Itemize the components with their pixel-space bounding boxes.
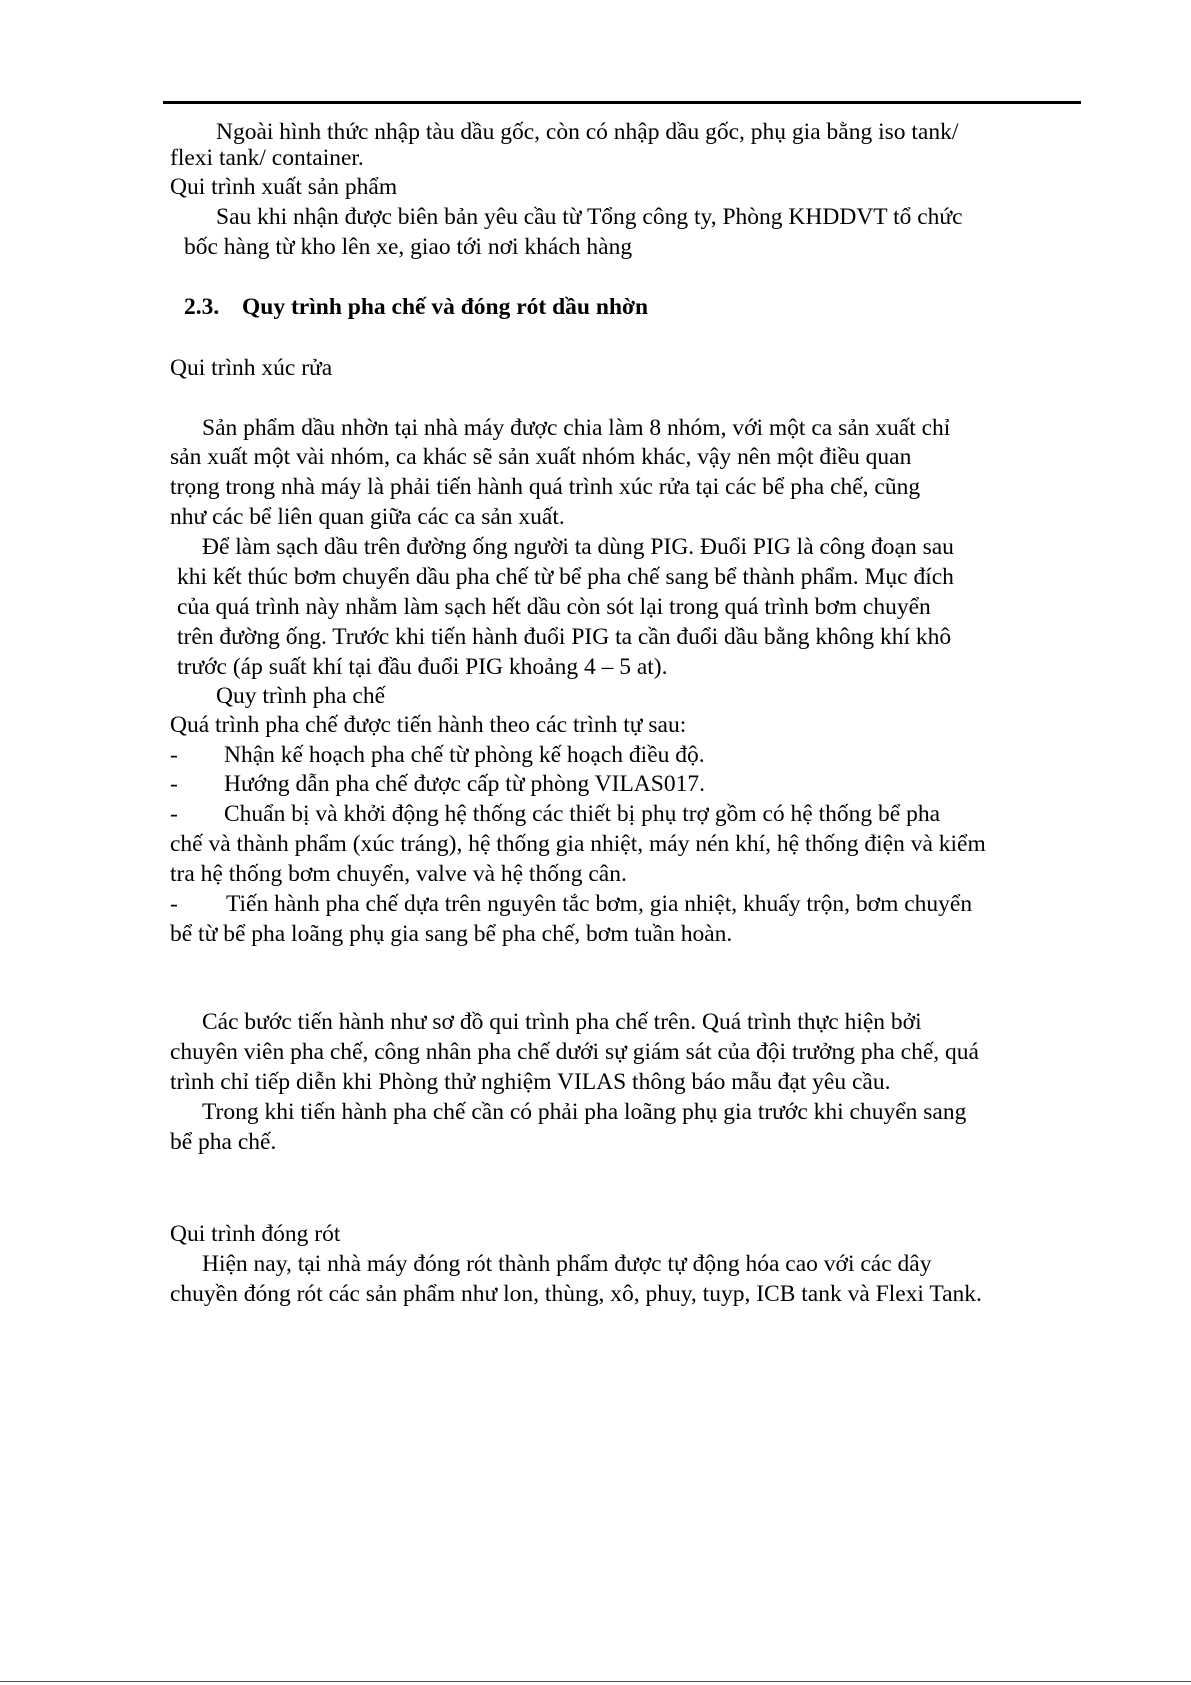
filling-line-1: Hiện nay, tại nhà máy đóng rót thành phẩm được tự động hóa cao với các dây (202, 1251, 932, 1277)
blending-item-4-line-1: Tiến hành pha chế dựa trên nguyên tắc bơm, gia nhiệt, khuấy trộn, bơm chuyển (226, 891, 973, 917)
blending-p1-line-1: Các bước tiến hành như sơ đồ qui trình pha chế trên. Quá trình thực hiện bởi (202, 1009, 922, 1035)
import-line-1: Ngoài hình thức nhập tàu dầu gốc, còn có nhập dầu gốc, phụ gia bằng iso tank/ (216, 119, 959, 145)
blending-p2-line-1: Trong khi tiến hành pha chế cần có phải pha loãng phụ gia trước khi chuyển sang (202, 1099, 967, 1125)
washing-p2-line-3: của quá trình này nhằm làm sạch hết dầu còn sót lại trong quá trình bơm chuyển (177, 594, 931, 620)
filling-line-2: chuyền đóng rót các sản phẩm như lon, thùng, xô, phuy, tuyp, ICB tank và Flexi Tank. (170, 1281, 982, 1307)
blending-item-3-line-2: chế và thành phẩm (xúc tráng), hệ thống gia nhiệt, máy nén khí, hệ thống điện và kiểm (170, 831, 986, 857)
washing-p1-line-4: như các bể liên quan giữa các ca sản xuất. (170, 504, 565, 530)
blending-item-3-line-3: tra hệ thống bơm chuyển, valve và hệ thống cân. (170, 861, 627, 887)
washing-p1-line-2: sản xuất một vài nhóm, ca khác sẽ sản xuất nhóm khác, vậy nên một điều quan (170, 444, 912, 470)
washing-heading: Qui trình xúc rửa (170, 355, 333, 381)
washing-p2-line-4: trên đường ống. Trước khi tiến hành đuổi PIG ta cần đuổi dầu bằng không khí khô (177, 624, 952, 650)
blending-p1-line-2: chuyên viên pha chế, công nhân pha chế dưới sự giám sát của đội trưởng pha chế, quá (170, 1039, 979, 1065)
blending-heading: Quy trình pha chế (216, 683, 386, 709)
blending-item-4-line-2: bể từ bể pha loãng phụ gia sang bể pha chế, bơm tuần hoàn. (170, 921, 733, 947)
blending-item-1: Nhận kế hoạch pha chế từ phòng kế hoạch điều độ. (224, 742, 705, 768)
bullet-marker: - (170, 801, 178, 827)
filling-heading: Qui trình đóng rót (170, 1221, 341, 1247)
blending-intro: Quá trình pha chế được tiến hành theo các trình tự sau: (170, 712, 687, 738)
import-line-2: flexi tank/ container. (170, 145, 364, 171)
footer-edge (0, 1681, 1191, 1682)
blending-p2-line-2: bể pha chế. (170, 1129, 277, 1155)
washing-p1-line-3: trọng trong nhà máy là phải tiến hành quá trình xúc rửa tại các bể pha chế, cũng (170, 474, 921, 500)
washing-p2-line-5: trước (áp suất khí tại đầu đuổi PIG khoảng 4 – 5 at). (177, 654, 668, 680)
washing-p2-line-1: Để làm sạch dầu trên đường ống người ta dùng PIG. Đuổi PIG là công đoạn sau (202, 534, 954, 560)
bullet-marker: - (170, 891, 178, 917)
blending-item-2: Hướng dẫn pha chế được cấp từ phòng VILAS017. (224, 771, 705, 797)
blending-item-3-line-1: Chuẩn bị và khởi động hệ thống các thiết bị phụ trợ gồm có hệ thống bể pha (224, 801, 941, 827)
section-number: 2.3. (184, 294, 220, 320)
export-line-2: bốc hàng từ kho lên xe, giao tới nơi khách hàng (184, 234, 633, 260)
bullet-marker: - (170, 771, 178, 797)
section-title: Quy trình pha chế và đóng rót dầu nhờn (242, 294, 649, 320)
export-heading: Qui trình xuất sản phẩm (170, 174, 398, 200)
washing-p1-line-1: Sản phẩm dầu nhờn tại nhà máy được chia làm 8 nhóm, với một ca sản xuất chỉ (202, 415, 951, 441)
bullet-marker: - (170, 742, 178, 768)
header-rule (163, 101, 1081, 104)
blending-p1-line-3: trình chỉ tiếp diễn khi Phòng thử nghiệm VILAS thông báo mẫu đạt yêu cầu. (170, 1069, 891, 1095)
export-line-1: Sau khi nhận được biên bản yêu cầu từ Tổng công ty, Phòng KHDDVT tổ chức (216, 204, 963, 230)
washing-p2-line-2: khi kết thúc bơm chuyển dầu pha chế từ bể pha chế sang bể thành phẩm. Mục đích (177, 564, 954, 590)
